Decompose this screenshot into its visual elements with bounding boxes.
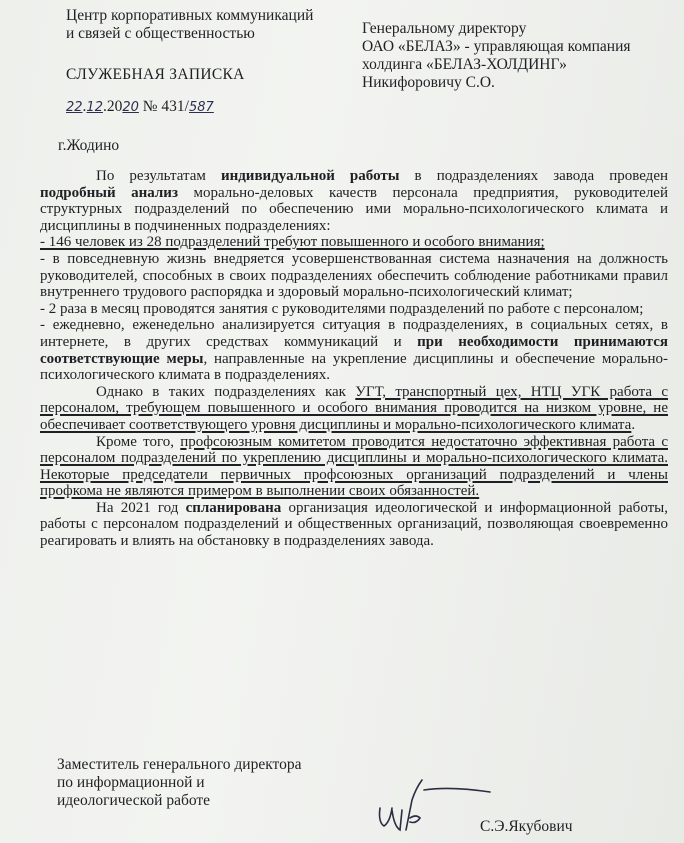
- p3-text-a: Кроме того,: [96, 433, 181, 450]
- memo-number-label: № 431/: [142, 98, 189, 115]
- p1-text-bold-2: подробный анализ: [40, 184, 178, 201]
- p1-text-a: По результатам: [96, 168, 221, 184]
- addressee-line-3: холдинга «БЕЛАЗ-ХОЛДИНГ»: [362, 56, 567, 73]
- addressee-line-1: Генеральному директору: [362, 20, 527, 37]
- memo-body: [40, 168, 668, 550]
- addressee-block: [362, 20, 672, 92]
- memo-title: СЛУЖЕБНАЯ ЗАПИСКА: [66, 66, 245, 83]
- signatory-name: С.Э.Якубович: [480, 818, 573, 835]
- paragraph-3: [40, 434, 668, 500]
- sender-line-2: и связей с общественностью: [66, 25, 255, 42]
- p2-text-underlined: УГТ, транспортный цех, НТЦ УГК работа с персоналом, требующем повышенного и особого внимания проводится на низком уровне, не обеспечивает соответствующего уровня дисциплины и морально-психологического климата: [40, 383, 669, 433]
- sender-line-1: Центр корпоративных коммуникаций: [66, 7, 314, 24]
- sender-block: [66, 7, 356, 43]
- bullet-1-text: - 146 человек из 28 подразделений требуют повышенного и особого внимания;: [40, 234, 545, 251]
- date-year: 20: [122, 100, 139, 115]
- date-day: 22: [66, 100, 83, 115]
- p2-text-a: Однако в таких подразделениях как: [96, 383, 356, 400]
- date-month: 12: [86, 100, 103, 115]
- signatory-line-3: идеологической работе: [57, 792, 211, 809]
- date-sep-1: .: [82, 98, 87, 115]
- city: г.Жодино: [58, 137, 120, 154]
- p1-text-c: в подразделениях завода проведен: [399, 168, 668, 184]
- bullet-4-text-bold: при необходимости принимаются соответствующие меры: [40, 333, 668, 367]
- addressee-line-2: ОАО «БЕЛАЗ» - управляющая компания: [362, 38, 631, 55]
- p1-text-bold-1: индивидуальной работы: [220, 168, 400, 184]
- signatory-position: [57, 756, 302, 810]
- addressee-line-4: Никифоровичу С.О.: [362, 74, 495, 91]
- p4-text-a: На 2021 год: [96, 499, 186, 516]
- memo-date-number: [66, 98, 214, 116]
- p4-text-c: организация идеологической и информационной работы, работы с персоналом подразделений и общественных организаций, позволяющая своевременно реагировать и влиять на обстановку в подразделениях завода.: [40, 499, 668, 550]
- p4-text-bold: спланирована: [185, 499, 282, 516]
- memo-number-suffix: 587: [189, 100, 214, 115]
- bullet-4: [40, 317, 668, 383]
- bullet-3: - 2 раза в месяц проводятся занятия с руководителями подразделений по работе с персоналом;: [40, 300, 644, 317]
- p2-text-c: .: [631, 416, 636, 433]
- paragraph-4: [40, 500, 668, 550]
- bullet-4-text-a: - ежедневно, еженедельно анализируется ситуация в подразделениях, в социальных сетях, в интернете, в других средствах коммуникаций и: [40, 317, 668, 350]
- p1-text-e: морально-деловых качеств персонала предприятия, руководителей структурных подразделений по обеспечению ими морально-психологического климата и дисциплины в подчиненных подразделениях:: [40, 184, 668, 234]
- bullet-1: [40, 234, 668, 251]
- signatory-line-1: Заместитель генерального директора: [57, 756, 302, 773]
- paragraph-2: [40, 384, 668, 434]
- date-sep-2: .: [102, 98, 107, 115]
- date-year-prefix: 20: [106, 98, 123, 115]
- bullet-4-text-c: , направленные на укрепление дисциплины и обеспечение морально-психологического климата в подразделениях.: [40, 350, 668, 384]
- bullet-2: - в повседневную жизнь внедряется усовершенствованная система назначения на должность руководителей, способных в своих подразделениях обеспечить соблюдение работниками правил внутреннего трудового распорядка и здоровый морально-психологический климат;: [40, 250, 668, 301]
- signatory-line-2: по информационной и: [57, 774, 205, 791]
- p3-text-underlined: профсоюзным комитетом проводится недостаточно эффективная работа с персоналом подразделений по укреплению дисциплины и морально-психологического климата. Некоторые председатели первичных профсоюзных организаций подразделений и члены профкома не являются примером в выполнении своих обязанностей.: [40, 433, 668, 500]
- paragraph-1: [40, 168, 668, 234]
